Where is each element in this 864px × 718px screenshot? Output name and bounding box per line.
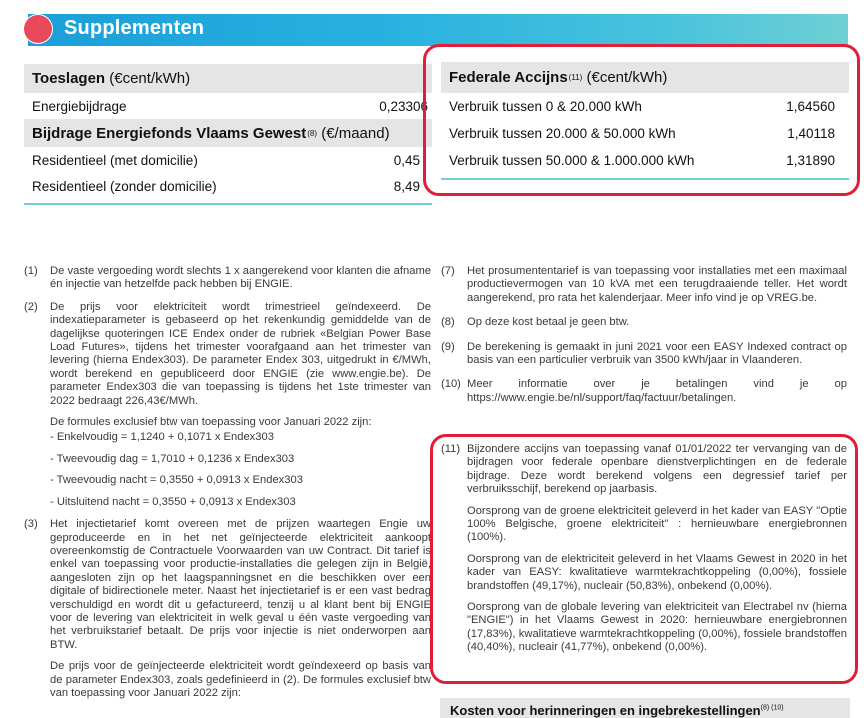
footnote-text: Meer informatie over je betalingen vind je op https://www.engie.be/nl/support/faq/factuur/betalingen.	[467, 378, 847, 404]
row-label: Residentieel (zonder domicilie)	[32, 178, 217, 194]
formula: - Enkelvoudig = 1,1240 + 0,1071 x Endex303	[50, 431, 274, 444]
row-value: 8,49	[393, 178, 420, 194]
accijns-unit: (€cent/kWh)	[586, 69, 668, 86]
energiefonds-unit: (€/maand)	[321, 124, 390, 142]
footnote-11	[441, 443, 847, 655]
row-value: 0,23306	[379, 98, 428, 114]
footnote	[441, 341, 847, 368]
accijns-title: Federale Accijns	[449, 69, 568, 86]
note-ref: (11)	[568, 73, 583, 82]
footnote-text: De vaste vergoeding wordt slechts 1 x aangerekend voor klanten die afname én injectie van hetzelfde pack hebben bij ENGIE.	[50, 265, 431, 291]
section-title: Supplementen	[64, 17, 205, 39]
footnotes-left	[24, 265, 431, 700]
note-ref: (8) (10)	[760, 704, 784, 712]
formula: - Tweevoudig dag = 1,7010 + 0,1236 x Endex303	[50, 452, 295, 465]
row-label: Verbruik tussen 50.000 & 1.000.000 kWh	[449, 153, 695, 168]
formula: - Tweevoudig nacht = 0,3550 + 0,0913 x Endex303	[50, 474, 303, 487]
footnote	[441, 378, 847, 405]
footnote-text: Oorsprong van de globale levering van elektriciteit van Electrabel nv (hierna "ENGIE") in het Vlaams Gewest in 2020: hernieuwbare energiebronnen (17,83%), kwalitatieve warmtekrachtkoppeling (0,00%), fossiele brandstoffen (40,40%), nucleair (41,77%), onbekend (0,00%).	[467, 601, 847, 654]
footnotes-right	[441, 265, 847, 405]
row-value: 1,40118	[787, 126, 835, 141]
row-value: 1,64560	[786, 99, 835, 114]
row-value: 1,31890	[786, 153, 835, 168]
row-label: Residentieel (met domicilie)	[32, 152, 198, 168]
toeslagen-table	[24, 64, 432, 205]
footnote-text: Oorsprong van de elektriciteit geleverd in het Vlaams Gewest in 2020 in het kader van EASY: kwalitatieve warmtekrachtkoppeling (0,00%), fossiele brandstoffen (49,17%), nucleair (50,83%), onbekend (0,00%).	[467, 552, 847, 592]
table-row	[24, 173, 432, 199]
footnote-number: (9)	[441, 340, 455, 353]
table-divider	[441, 178, 849, 180]
footnote-number: (10)	[441, 378, 461, 391]
accijns-header	[441, 62, 849, 93]
table-divider	[24, 203, 432, 205]
energiefonds-header	[24, 119, 432, 147]
table-row	[441, 93, 849, 120]
table-row	[24, 93, 432, 119]
table-row	[24, 147, 432, 173]
footnote-number: (3)	[24, 518, 38, 531]
footnote-number: (8)	[441, 316, 455, 329]
costs-section-header	[440, 698, 850, 718]
bullet-dot-icon	[24, 15, 52, 43]
footnote-text: Op deze kost betaal je geen btw.	[467, 316, 630, 329]
footnote-number: (2)	[24, 300, 38, 313]
footnote	[24, 265, 431, 292]
footnote-text: Bijzondere accijns van toepassing vanaf 01/01/2022 ter vervanging van de bijdragen voor federale openbare dienstverplichtingen en de federale bijdrage. Deze wordt berekend volgens een degressief tarief per verbruiksschijf, berekend op jaarbasis.	[467, 443, 847, 496]
costs-title: Kosten voor herinneringen en ingebrekestellingen	[450, 703, 761, 718]
accijns-table	[441, 62, 849, 180]
footnote	[441, 316, 847, 329]
footnote	[441, 265, 847, 305]
footnote-text: De formules exclusief btw van toepassing voor Januari 2022 zijn:	[50, 416, 372, 429]
footnote	[24, 518, 431, 700]
energiefonds-title: Bijdrage Energiefonds Vlaams Gewest	[32, 124, 307, 142]
footnote-text: De prijs voor de geïnjecteerde elektriciteit wordt geïndexeerd op basis van de parameter Endex303, zoals gedefinieerd in (2). De formules exclusief btw van toepassing voor Januari 2022 zijn:	[50, 660, 431, 699]
footnote-number: (7)	[441, 265, 455, 277]
row-label: Verbruik tussen 20.000 & 50.000 kWh	[449, 126, 676, 141]
footnote	[24, 301, 431, 509]
formula: - Uitsluitend nacht = 0,3550 + 0,0913 x Endex303	[50, 495, 296, 508]
footnote-text: Het prosumententarief is van toepassing voor installaties met een maximaal productievermogen van 10 kVA met een terugdraaiende teller. Het wordt aangerekend, pro rata het kalenderjaar. Meer info vind je op VREG.be.	[467, 265, 847, 304]
note-ref: (8)	[307, 128, 318, 138]
toeslagen-unit: (€cent/kWh)	[109, 70, 191, 87]
footnote-number: (11)	[441, 443, 461, 455]
table-row	[441, 120, 849, 147]
footnote-text: De berekening is gemaakt in juni 2021 voor een EASY Indexed contract op basis van een particulier verbruik van 3500 kWh/jaar in Vlaanderen.	[467, 340, 847, 367]
footnote-number: (1)	[24, 265, 38, 277]
toeslagen-header	[24, 64, 432, 93]
footnote-text: De prijs voor elektriciteit wordt trimestrieel geïndexeerd. De indexatieparameter is gebaseerd op het rekenkundig gemiddelde van de dagelijkse quoteringen ICE Endex onder de rubriek «Belgian Power Base Load Futures», tijdens het trimester voorafgaand aan het trimester van levering (hierna Endex303). De parameter Endex 303, uitgedrukt in €/MWh, wordt berekend en gepubliceerd door ENGIE (zie www.engie.be). De parameter Endex303 die van toepassing is tijdens het 1ste trimester van 2022 bedraagt 226,43€/MWh.	[50, 300, 431, 407]
row-value: 0,45	[393, 152, 420, 168]
footnote-text: Oorsprong van de groene elektriciteit geleverd in het kader van EASY "Optie 100% Belgische, groene elektriciteit" : hernieuwbare energiebronnen (100%).	[467, 504, 847, 544]
footnote-text: Het injectietarief komt overeen met de prijzen waartegen Engie uw geproduceerde en in het net geïnjecteerde elektriciteit aankoopt overeenkomstig de Contractuele Voorwaarden van uw Contract. Dit tarief is enkel van toepassing voor productie-installaties die gelegen zijn in België, aangesloten zijn op het laagspanningsnet en die beschikken over een digitale of bidirectionele meter. Naast het injectietarief is er een vast bedrag verschuldigd en wordt dit u gefactureerd, tenzij u al klant bent bij ENGIE voor de levering van elektriciteit in welk geval u één vaste vergoeding van het verbruikstarief betaalt. De prijs voor injectie is niet onderworpen aan BTW.	[50, 518, 431, 651]
row-label: Verbruik tussen 0 & 20.000 kWh	[449, 99, 642, 114]
toeslagen-title: Toeslagen	[32, 70, 106, 87]
table-row	[441, 147, 849, 174]
row-label: Energiebijdrage	[32, 98, 127, 114]
